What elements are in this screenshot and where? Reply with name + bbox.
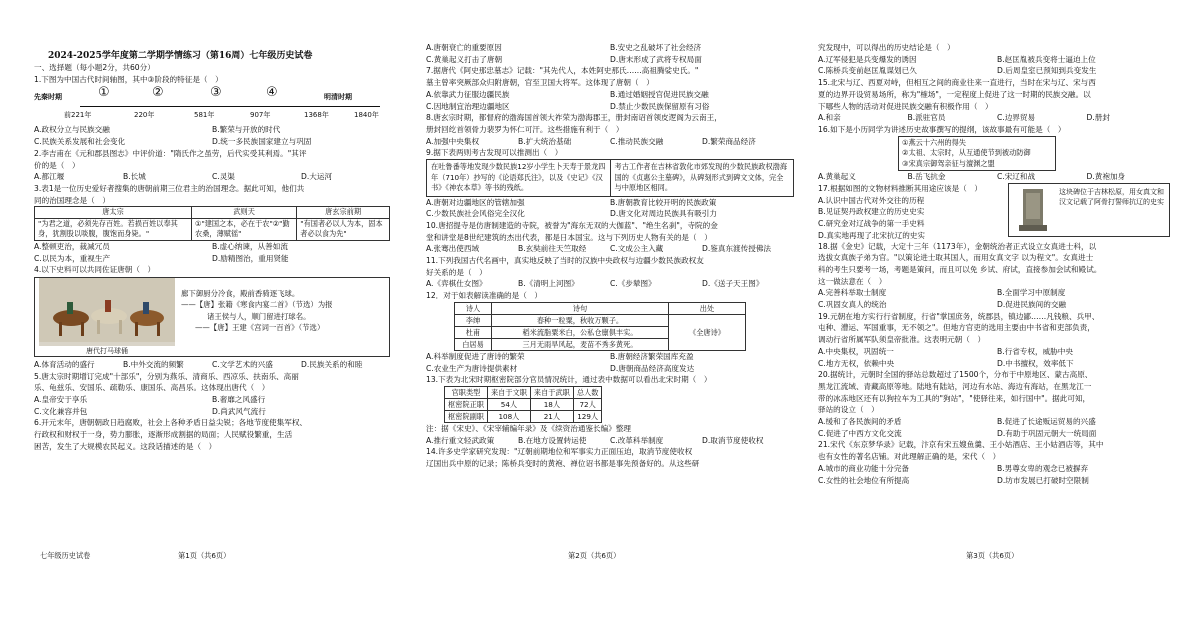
option-b[interactable]: B.全面学习中原制度	[997, 288, 1066, 298]
stele-figure	[1008, 183, 1170, 237]
q9-left-cell: 在吐鲁番等地发现少数民族12岁小学生卜天寿于景龙四年（710年）抄写的《论语郑氏注》，以及《史记》《汉书》《神农本草》等书的残纸。	[431, 162, 606, 193]
q9-stem: 9.据下表两则考古发现可以推测出（ ）	[426, 148, 563, 158]
option-a[interactable]: A.整顿吏治，裁减冗员	[34, 241, 110, 251]
option-d[interactable]: D.《送子天王图》	[702, 279, 764, 289]
table-cell: 白居易	[455, 338, 492, 350]
timeline-year: 220年	[134, 111, 155, 120]
option-c[interactable]: C.民族关系发展和社会变化	[34, 137, 126, 147]
table-cell: "为君之道，必须先存百姓。若损百姓以奉其身，犹割股以啖腹，腹饱而身毙。"	[35, 218, 192, 240]
q18-stem: 这一做法意在（ ）	[818, 276, 887, 286]
option-d[interactable]: D.册封	[1086, 113, 1110, 123]
q13-stem: 13.下表为北宋时期枢密院部分官员情况统计，通过表中数据可以看出北宋时期（ ）	[426, 375, 712, 385]
table-header: 唐太宗	[35, 207, 192, 219]
option-b[interactable]: B.派驻官员	[907, 113, 946, 123]
option-b[interactable]: B.促进了长途贩运贸易的兴盛	[997, 417, 1096, 427]
option-a[interactable]: A.唐朝对边疆地区的管辖加强	[426, 197, 525, 207]
option-d[interactable]: D.真实地再现了北宋抗辽的史实	[818, 230, 925, 240]
q19-stem: 屯种、漕运、军国重事，无不领之"。但地方官吏的选用主要由中书省和吏部负责，	[818, 323, 1095, 333]
outline-line: ②太祖、太宗时，从互通使节到被动防御	[902, 148, 1031, 158]
timeline-start-label: 先秦时期	[34, 93, 62, 102]
option-c[interactable]: C.文成公主入藏	[610, 244, 664, 254]
option-d[interactable]: D.有助于巩固元朝大一统局面	[997, 428, 1097, 438]
timeline-year: 1840年	[354, 111, 379, 120]
option-c[interactable]: C.女性的社会地位有所提高	[818, 475, 910, 485]
poem-line: ——【唐】王建《宫词一百首》（节选）	[195, 323, 325, 333]
option-b[interactable]: B.唐朝教育比较开明的民族政策	[610, 197, 717, 207]
q20-stem: 20.据统计，元朝时全国的驿站总数超过了1500个，分布于中原地区、蒙古高原、	[818, 370, 1093, 380]
option-b[interactable]: B.岳飞抗金	[907, 172, 946, 182]
q3-stem: 3.表1是一位历史爱好者搜集的唐朝前期三位君主的治国理念。据此可知，他们共	[34, 183, 305, 193]
option-c[interactable]: C.文化兼容并包	[34, 406, 88, 416]
page-1-column	[28, 42, 396, 623]
q1-options	[34, 136, 390, 148]
option-c[interactable]: C.因地制宜治理边疆地区	[426, 101, 510, 111]
table-header: 唐玄宗前期	[297, 207, 390, 219]
timeline-year: 前221年	[64, 111, 92, 120]
table-cell: 129人	[573, 410, 602, 422]
table-cell: 枢密院正职	[445, 398, 488, 410]
option-a[interactable]: A.科举制度促进了唐诗的繁荣	[426, 351, 525, 361]
option-c[interactable]: C.文学艺术的兴盛	[212, 359, 273, 369]
table-header: 来自于武职	[530, 386, 573, 398]
option-a[interactable]: A.都江堰	[34, 172, 65, 182]
option-d[interactable]: D.大运河	[301, 172, 333, 182]
q6-options	[426, 54, 794, 66]
option-c[interactable]: C.《步辇图》	[610, 279, 656, 289]
poem-line: 廊下御厨分冷食，殿前香骑逐飞球。	[181, 288, 300, 298]
q18-options	[818, 299, 1176, 311]
q11-options	[426, 278, 794, 290]
option-c[interactable]: C.推动民族交融	[610, 136, 664, 146]
option-a[interactable]: A.认识中国古代对外交往的历程	[818, 195, 925, 205]
q5-stem: 5.唐太宗时期增订完成"十部乐"，分别为燕乐、清商乐、西凉乐、扶南乐、高丽	[34, 371, 299, 381]
option-b[interactable]: B.行省专权，威胁中央	[997, 346, 1073, 356]
table-header: 诗人	[455, 302, 492, 314]
q21-options	[818, 463, 1176, 475]
option-d[interactable]: D.坊市发展已打破时空限制	[997, 475, 1089, 485]
q12-poem-table	[454, 302, 746, 351]
option-d[interactable]: D.唐文化对周边民族具有吸引力	[610, 209, 717, 219]
option-c[interactable]: C.黄巢起义打击了唐朝	[426, 54, 503, 64]
timeline-end-label: 明清时期	[324, 93, 352, 102]
option-a[interactable]: A.中央集权，巩固统一	[818, 346, 894, 356]
table-header: 武则天	[192, 207, 297, 219]
q16-outline-box	[898, 136, 1056, 172]
q6-stem: 困苦，发生了大规模农民起义。这段话描述的是（ ）	[34, 441, 217, 451]
table-cell: 三月无雨旱风起，麦苗不秀多黄死。	[492, 338, 669, 350]
option-b[interactable]: B.虚心纳谏，从善如流	[212, 241, 288, 251]
q12-options	[426, 363, 794, 375]
q16-options	[818, 171, 1176, 183]
q10-stem: 10.唐招提寺是仿唐制建造的寺院，被誉为"海东无双的大伽蓝"、"绝生名刹"，寺院的金	[426, 220, 718, 230]
option-b[interactable]: B.扩大统治基础	[518, 136, 572, 146]
table-cell: 杜甫	[455, 326, 492, 338]
footer-page-2: 第2页（共6页）	[568, 551, 621, 560]
timeline-mark-2: ②	[152, 85, 164, 101]
q18-stem: 18.据《金史》记载，大定十三年（1173年），金朝统治者正式设立女真进士科，以	[818, 241, 1097, 251]
q8-stem: 8.唐玄宗时期，都督府的渤海国首领大祚荣为渤海郡王，册封南诏首领皮逻阁为云南王，	[426, 113, 722, 123]
option-b[interactable]: B.赵匡胤被兵变将士逼迫上位	[997, 54, 1096, 64]
q19-stem: 调动行省所属军队须皇帝批准。这表明元朝（ ）	[818, 335, 986, 345]
outline-line: ③宋真宗御驾亲征与澶渊之盟	[902, 158, 995, 168]
q3-table	[34, 206, 390, 241]
option-c[interactable]: C.陈桥兵变前赵匡胤谋划已久	[818, 66, 917, 76]
option-b[interactable]: B.在地方设置转运使	[518, 435, 587, 445]
option-c[interactable]: C.促进了中西方文化交流	[818, 428, 902, 438]
table-cell: 72人	[573, 398, 602, 410]
table-header: 诗句	[492, 302, 669, 314]
option-d[interactable]: D.后周皇室已预知到兵变发生	[997, 66, 1097, 76]
option-a[interactable]: A.依靠武力征服边疆民族	[426, 89, 510, 99]
q10-stem: 堂和讲堂是8世纪建筑的杰出代表，都是日本国宝。这与下列历史人物有关的是（ ）	[426, 232, 712, 242]
q1-options	[34, 124, 390, 136]
option-c[interactable]: C.以民为本，重视生产	[34, 253, 111, 263]
q14-stem: 究发现中，可以得出的历史结论是（ ）	[818, 43, 955, 52]
q9-material-table	[426, 159, 794, 197]
option-b[interactable]: B.繁荣与开放的时代	[212, 125, 281, 135]
option-a[interactable]: A.《弈棋仕女图》	[426, 279, 487, 289]
option-d[interactable]: D.唐末形成了武将专权局面	[610, 54, 702, 64]
option-c[interactable]: C.巩固女真人的统治	[818, 300, 887, 310]
table-header: 出处	[669, 302, 746, 314]
table-cell: 《全唐诗》	[669, 314, 746, 350]
footer-page-3: 第3页（共6页）	[966, 551, 1019, 560]
stele-caption: 这块碑位于吉林松原，用女真文和汉文记载了阿骨打誓师抗辽的史实	[1059, 187, 1164, 206]
option-b[interactable]: B.男尊女卑的观念已被摒弃	[997, 463, 1089, 473]
q18-stem: 选拔女真族子弟为官。"以策论进士取其国人，而用女真文字 以为程文"。女真进士	[818, 253, 1094, 263]
option-b[interactable]: B.安史之乱破坏了社会经济	[610, 43, 702, 52]
table-cell: 稻米流脂粟米白，公私仓廪俱丰实。	[492, 326, 669, 338]
option-d[interactable]: D.促进民族间的交融	[997, 300, 1067, 310]
q18-stem: 科的考生只要考一场，考题是策问，而且可以免 乡试、府试，直接参加会试和殿试。	[818, 264, 1102, 274]
q4-options	[34, 359, 390, 371]
timeline-year: 907年	[250, 111, 271, 120]
q4-material	[34, 277, 390, 357]
footer-exam-name: 七年级历史试卷	[40, 551, 91, 560]
option-b[interactable]: B.通过婚姻授官促进民族交融	[610, 89, 709, 99]
table-cell: 春种一粒粟，秋收万颗子。	[492, 314, 669, 326]
option-d[interactable]: D.中书擅权，效率低下	[997, 358, 1074, 368]
table-cell: 18人	[530, 398, 573, 410]
option-c[interactable]: C.灵渠	[212, 172, 235, 182]
q21-options	[818, 475, 1176, 487]
poem-line: ——【唐】张籍《寒食内宴二首》（节选）为报	[181, 300, 333, 310]
option-d[interactable]: D.取消节度使收权	[702, 435, 764, 445]
section-heading: 一、选择题（每小题2分，共60分）	[34, 63, 155, 72]
table-cell: "有国者必以人为本，固本者必以食为先"	[297, 218, 390, 240]
outline-line: ①燕云十六州的得失	[902, 137, 966, 147]
page-title: 2024-2025学年度第二学期学情练习（第16周）七年级历史试卷	[48, 51, 313, 61]
page-2-column	[420, 42, 800, 623]
q9-right-cell: 考古工作者在吉林省敦化市郊发现的少数民族政权渤海国的《贞惠公主墓碑》，从碑刻形式到碑文文体，完全与中原地区相同。	[610, 160, 794, 196]
option-b[interactable]: B.《清明上河图》	[518, 279, 579, 289]
q5-options	[34, 394, 390, 406]
timeline-figure	[34, 86, 390, 122]
q21-stem: 21.宋代《东京梦华录》记载，汴京有宋五嫂鱼羹、王小姑酒店、王小姑酒店等，其中	[818, 440, 1104, 450]
q18-options	[818, 287, 1176, 299]
q6-stem: 行政权和财权于一身，势力膨胀，逐渐形成割据的局面；人民赋役繁重，生活	[34, 430, 293, 440]
q3-options	[34, 253, 390, 265]
q5-options	[34, 406, 390, 418]
q13-note: 注：据《宋史》、《宋宰辅编年录》及《续资治通鉴长编》整理	[426, 423, 632, 433]
q20-stem: 黑龙江流域、青藏高原等地。陆地有陆站，河边有水站、海边有海站，在黑龙江一	[818, 381, 1092, 391]
q2-stem: 2.李吉甫在《元和郡县图志》中评价道："隋氏作之虽劳，后代实受其利焉。"其评	[34, 148, 307, 158]
horse-figurines-illustration	[39, 278, 175, 342]
table-cell: ①"建国之本，必在于农"②"勤农桑，薄赋徭"	[192, 218, 297, 240]
table-cell: 枢密院副职	[445, 410, 488, 422]
q7-stem: 7.据唐代《阿史那忠墓志》记载："其先代人，本姓阿史那氏……高祖腾娑史氏。"	[426, 66, 699, 76]
q20-stem: 驿站的设立（ ）	[818, 405, 879, 415]
q13-options	[426, 435, 794, 447]
option-d[interactable]: D.黄袍加身	[1086, 172, 1126, 182]
option-a[interactable]: A.完善科举取士制度	[818, 288, 887, 298]
timeline-year: 581年	[194, 111, 215, 120]
option-b[interactable]: B.长城	[123, 172, 146, 182]
q15-stem: 下哪些人物的活动对促进民族交融有积极作用（ ）	[818, 101, 993, 111]
q7-options	[426, 89, 794, 101]
q15-options	[818, 112, 1176, 124]
image-caption: 唐代打马球俑	[39, 346, 175, 356]
option-c[interactable]: C.农业生产为唐诗提供素材	[426, 363, 518, 373]
option-b[interactable]: B.奢靡之风盛行	[212, 395, 266, 405]
option-a[interactable]: A.政权分立与民族交融	[34, 125, 110, 135]
q7-options	[426, 101, 794, 113]
option-c[interactable]: C.宋辽和战	[997, 172, 1036, 182]
option-a[interactable]: A.推行重文轻武政策	[426, 435, 495, 445]
option-d[interactable]: D.统一多民族国家建立与巩固	[212, 137, 312, 147]
option-c[interactable]: C.边界贸易	[997, 113, 1036, 123]
timeline-mark-4: ④	[266, 85, 278, 101]
q16-stem: 16.如下是小历同学为讲述历史故事撰写的提纲，该故事最有可能是（ ）	[818, 124, 1066, 134]
q17-stem: 17.根据如图的文物材料推断其用途应该是（ ）	[818, 183, 982, 193]
q11-stem: 好关系的是（ ）	[426, 267, 487, 277]
q15-stem: 夏的边界开设贸易场所，称为"榷场"，一定程度上促进了这一时期的民族交融。以	[818, 89, 1091, 99]
option-a[interactable]: A.皇帝安于享乐	[34, 395, 88, 405]
q14-stem: 辽国出兵中原的记录；陈桥兵变时的黄袍、禅位诏书都是事先预备好的。从这些研	[426, 459, 700, 469]
q4-stem: 4.以下史料可以共同佐证唐朝（ ）	[34, 265, 156, 275]
q20-options	[818, 428, 1176, 440]
option-d[interactable]: D.鉴真东渡传授佛法	[702, 244, 772, 254]
q20-options	[818, 416, 1176, 428]
table-header: 官职类型	[445, 386, 488, 398]
table-cell: 李绅	[455, 314, 492, 326]
option-c[interactable]: C.少数民族社会风俗完全汉化	[426, 209, 525, 219]
q17-options	[818, 195, 1008, 242]
option-a[interactable]: A.城市的商业功能十分完备	[818, 463, 910, 473]
q5-stem: 乐、龟兹乐、安国乐、疏勒乐、康国乐、高昌乐。这体现出唐代（ ）	[34, 383, 270, 393]
table-header: 总人数	[573, 386, 602, 398]
option-b[interactable]: B.唐朝经济繁荣国库充盈	[610, 351, 694, 361]
q7-stem: 墓主曾率突厥部众归附唐朝，官至卫国大将军。这体现了唐朝（ ）	[426, 78, 654, 88]
option-d[interactable]: D.励精图治，重用贤能	[212, 253, 289, 263]
option-a[interactable]: A.加强中央集权	[426, 136, 480, 146]
option-b[interactable]: B.中外交流的频繁	[123, 359, 184, 369]
table-cell: 21人	[530, 410, 573, 422]
stele-icon	[1011, 185, 1055, 235]
option-a[interactable]: A.辽军侵犯是兵变爆发的诱因	[818, 54, 917, 64]
q9-options	[426, 208, 794, 220]
q20-stem: 带的冰冻地区还有以狗拉车为工具的"狗站"，"使驿往来，如行国中"。据此可知，	[818, 393, 1091, 403]
table-cell: 54人	[487, 398, 530, 410]
timeline-axis	[80, 106, 380, 107]
q9-options	[426, 197, 794, 209]
table-cell: 108人	[487, 410, 530, 422]
table-header: 来自于文职	[487, 386, 530, 398]
poem-line: 诸王侯与人，顺门留进打球名。	[207, 311, 311, 321]
q14-options	[818, 54, 1176, 66]
q2-stem: 价的是（ ）	[34, 160, 80, 170]
q3-options	[34, 241, 390, 253]
q11-stem: 11.下列我国古代名画中，真实地反映了当时的汉族中央政权与边疆少数民族政权友	[426, 256, 704, 266]
option-d[interactable]: D.尚武风气流行	[212, 406, 266, 416]
option-a[interactable]: A.缓和了各民族间的矛盾	[818, 417, 902, 427]
q13-table	[444, 386, 602, 423]
q19-stem: 19.元朝在地方实行行省制度，行省"掌国庶务，统郡县，镇边鄙……凡钱粮、兵甲、	[818, 311, 1100, 321]
option-a[interactable]: A.黄巢起义	[818, 172, 856, 182]
option-d[interactable]: D.禁止少数民族保留原有习俗	[610, 101, 710, 111]
q19-options	[818, 358, 1176, 370]
option-c[interactable]: C.研究金对辽战争的第一手史料	[818, 218, 925, 228]
q3-stem: 同的治国理念是（ ）	[34, 195, 110, 205]
q15-stem: 15.北宋与辽、西夏对峙，但相互之间的商业往来一直进行，当时在宋与辽、宋与西	[818, 78, 1096, 88]
q12-stem: 12．对于如表解读准确的是（ ）	[426, 291, 542, 301]
timeline-mark-1: ①	[98, 85, 110, 101]
option-b[interactable]: B.见证契丹政权建立的历史史实	[818, 207, 925, 217]
option-c[interactable]: C.改革科举制度	[610, 435, 664, 445]
q8-options	[426, 136, 794, 148]
option-a[interactable]: A.张骞出使西域	[426, 244, 480, 254]
timeline-year: 1368年	[304, 111, 329, 120]
q14-options	[818, 65, 1176, 77]
option-a[interactable]: A.和亲	[818, 113, 841, 123]
q6-stem: 6.开元末年，唐朝朝政日趋腐败，社会上各种矛盾日益尖锐；各地节度使集军权、	[34, 418, 308, 428]
footer-page-1: 第1页（共6页）	[178, 551, 231, 560]
q21-stem: 也有女性的著名店铺。对此理解正确的是，宋代（ ）	[818, 452, 1001, 462]
option-b[interactable]: B.玄奘前往天竺取经	[518, 244, 587, 254]
q2-options	[34, 171, 390, 183]
page-3-column	[812, 42, 1182, 623]
q12-options	[426, 351, 794, 363]
option-a[interactable]: A.唐朝衰亡的重要原因	[426, 43, 502, 52]
timeline-mark-3: ③	[210, 85, 222, 101]
q10-options	[426, 243, 794, 255]
q1-stem: 1.下图为中国古代时间轴图，其中③阶段的特征是（ ）	[34, 74, 223, 84]
polo-figurine-image	[39, 278, 175, 354]
q19-options	[818, 346, 1176, 358]
q4-poem	[181, 288, 385, 334]
option-c[interactable]: C.地方无权，依赖中央	[818, 358, 895, 368]
option-d[interactable]: D.繁荣商品经济	[702, 136, 756, 146]
option-a[interactable]: A.体育活动的盛行	[34, 359, 95, 369]
option-d[interactable]: D.民族关系的和睦	[301, 359, 363, 369]
q14-stem: 14.许多史学家研究发现："辽朝前期地位和军事实力正面压迫，取消节度使收权	[426, 447, 693, 457]
option-d[interactable]: D.唐朝商品经济高度发达	[610, 363, 695, 373]
q8-stem: 册封回纥首领骨力裴罗为怀仁可汗。这些措施有利于（ ）	[426, 124, 624, 134]
q6-options	[426, 42, 794, 54]
